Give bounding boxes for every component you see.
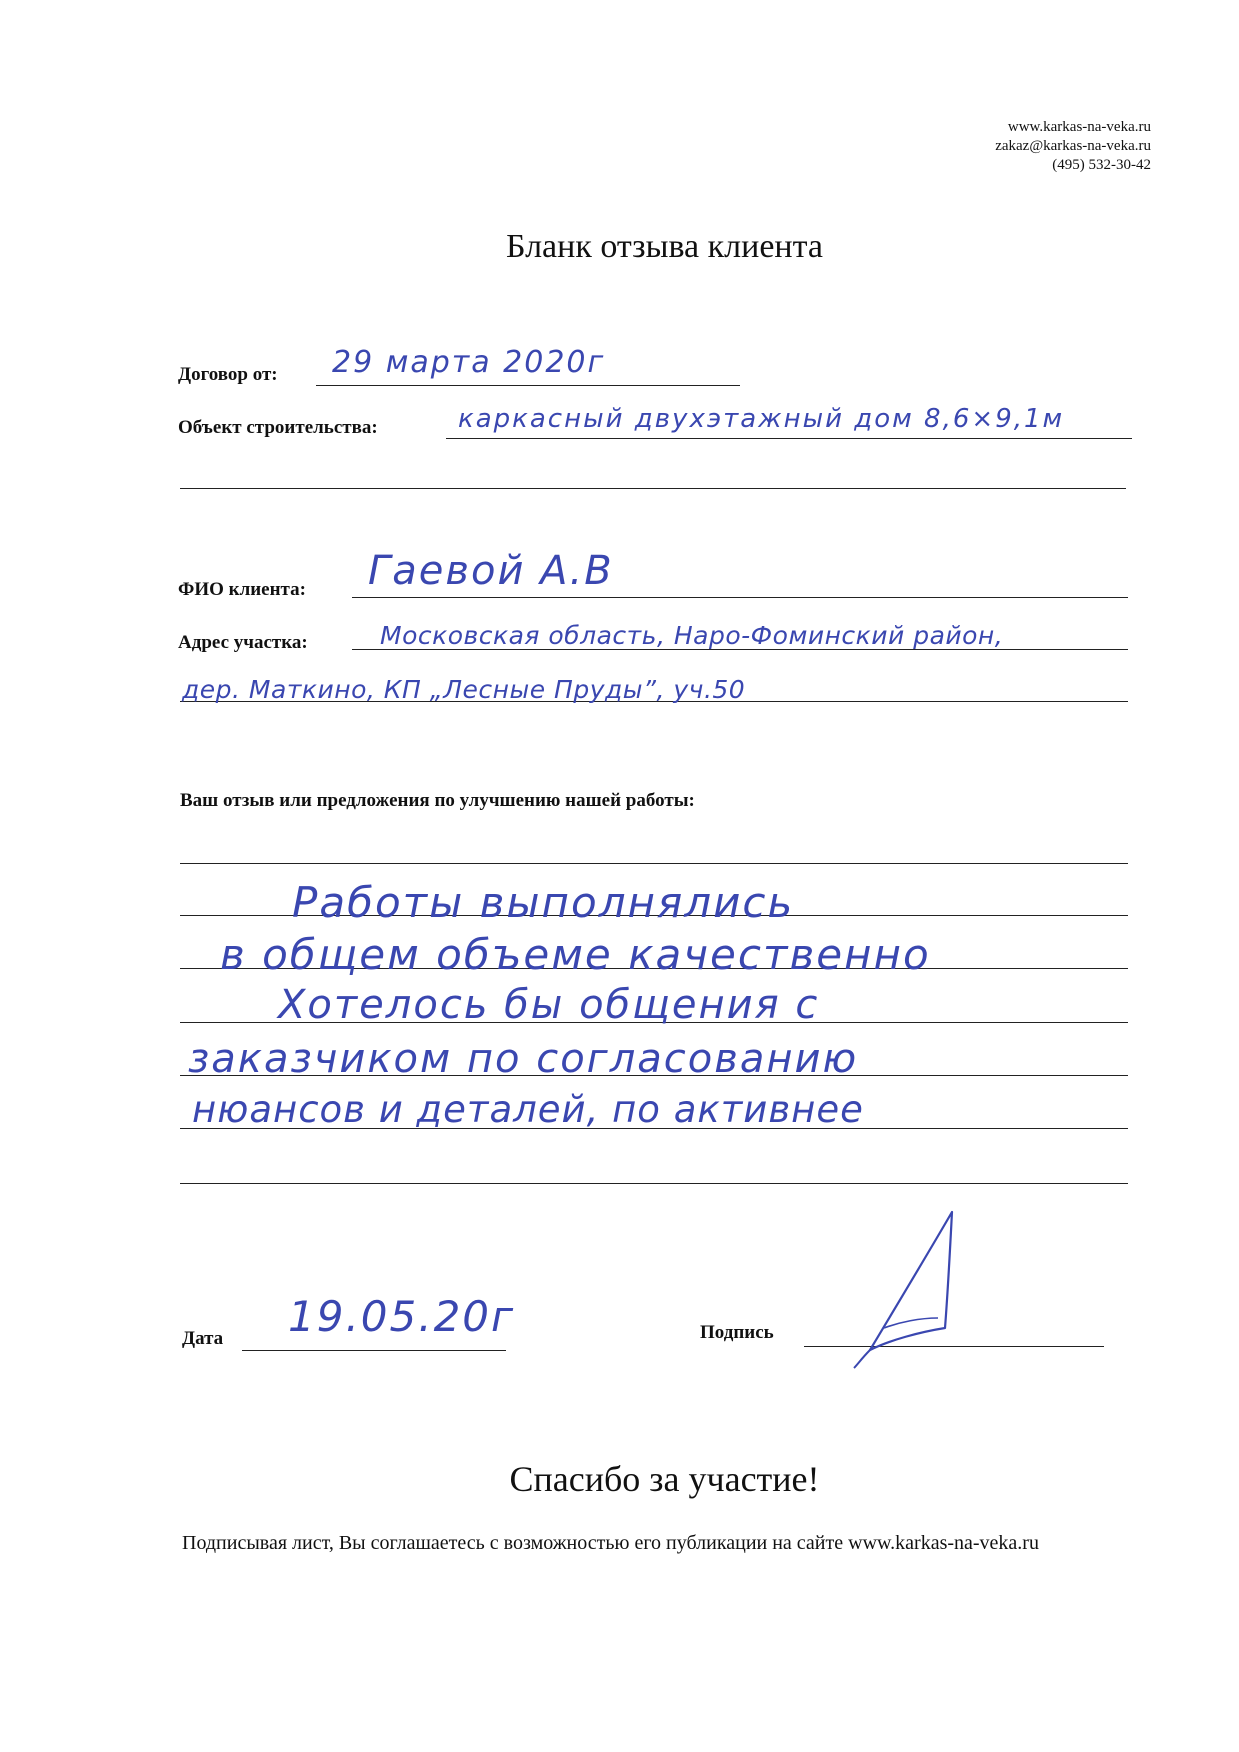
consent-text: Подписывая лист, Вы соглашаетесь с возможностью его публикации на сайте www.karkas-na-veka.ru (182, 1532, 1039, 1554)
client-label: ФИО клиента: (178, 579, 306, 600)
contract-label: Договор от: (178, 364, 278, 385)
client-value: Гаевой А.В (368, 548, 614, 594)
date-line (242, 1350, 506, 1351)
object-line-1 (446, 438, 1132, 439)
object-label: Объект строительства: (178, 417, 378, 438)
signature-label: Подпись (700, 1322, 774, 1343)
address-label: Адрес участка: (178, 632, 308, 653)
client-line (352, 597, 1128, 598)
phone-text: (495) 532-30-42 (1052, 157, 1151, 173)
date-label: Дата (182, 1328, 224, 1349)
feedback-line-7 (180, 1183, 1128, 1184)
address-value-1: Московская область, Наро-Фоминский район, (380, 621, 1004, 650)
feedback-text-line: Работы выполнялись (292, 878, 795, 927)
date-value: 19.05.20г (288, 1292, 516, 1341)
thanks-text: Спасибо за участие! (509, 1459, 820, 1499)
contact-block (995, 118, 1151, 175)
feedback-line-1 (180, 863, 1128, 864)
feedback-text-line: нюансов и деталей, по активнее (192, 1088, 864, 1131)
feedback-label: Ваш отзыв или предложения по улучшению нашей работы: (180, 790, 695, 811)
page-title: Бланк отзыва клиента (506, 228, 823, 265)
feedback-text-line: в общем объеме качественно (220, 930, 931, 979)
object-value: каркасный двухэтажный дом 8,6×9,1м (458, 404, 1065, 434)
email-text: zakaz@karkas-na-veka.ru (995, 138, 1151, 154)
website-text: www.karkas-na-veka.ru (1007, 119, 1151, 135)
feedback-text-line: заказчиком по согласованию (188, 1036, 859, 1082)
address-value-2: дер. Маткино, КП „Лесные Пруды”, уч.50 (182, 675, 746, 704)
contract-value: 29 марта 2020г (332, 345, 606, 380)
signature-mark (840, 1200, 980, 1370)
feedback-text-line: Хотелось бы общения с (278, 982, 820, 1028)
contract-line (316, 385, 740, 386)
object-line-2 (180, 488, 1126, 489)
